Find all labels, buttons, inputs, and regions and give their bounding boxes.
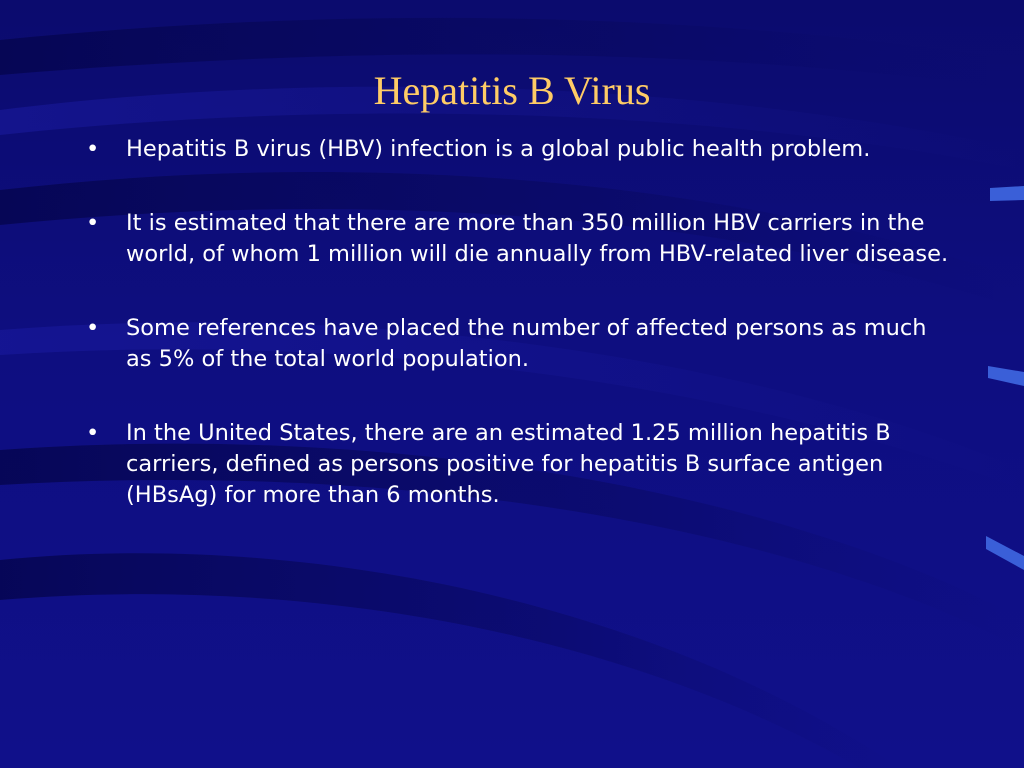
accent-tab-3 — [986, 536, 1024, 570]
bullet-text: It is estimated that there are more than 350 million HBV carriers in the world, of whom 1 million will die annually from HBV-related liver disease. — [126, 210, 949, 267]
bullet-glyph: • — [86, 136, 100, 162]
bullet-text: Hepatitis B virus (HBV) infection is a global public health problem. — [126, 136, 871, 162]
bullet-text: In the United States, there are an estimated 1.25 million hepatitis B carriers, defined as persons positive for hepatitis B surface antigen (HBsAg) for more than 6 months. — [126, 420, 891, 508]
slide-title: Hepatitis B Virus — [373, 68, 651, 113]
bullet-glyph: • — [86, 420, 100, 446]
bullet-item — [86, 313, 956, 375]
bullet-glyph: • — [86, 210, 100, 236]
bullet-item — [86, 418, 956, 511]
bullet-glyph: • — [86, 315, 100, 341]
bullet-text: Some references have placed the number of affected persons as much as 5% of the total world population. — [126, 315, 927, 372]
accent-tab-2 — [988, 366, 1024, 386]
bullet-list — [86, 134, 956, 554]
accent-tab-1 — [990, 186, 1024, 201]
bullet-item — [86, 208, 956, 270]
swoosh-dark-bottom — [0, 553, 900, 768]
bullet-item — [86, 134, 956, 165]
